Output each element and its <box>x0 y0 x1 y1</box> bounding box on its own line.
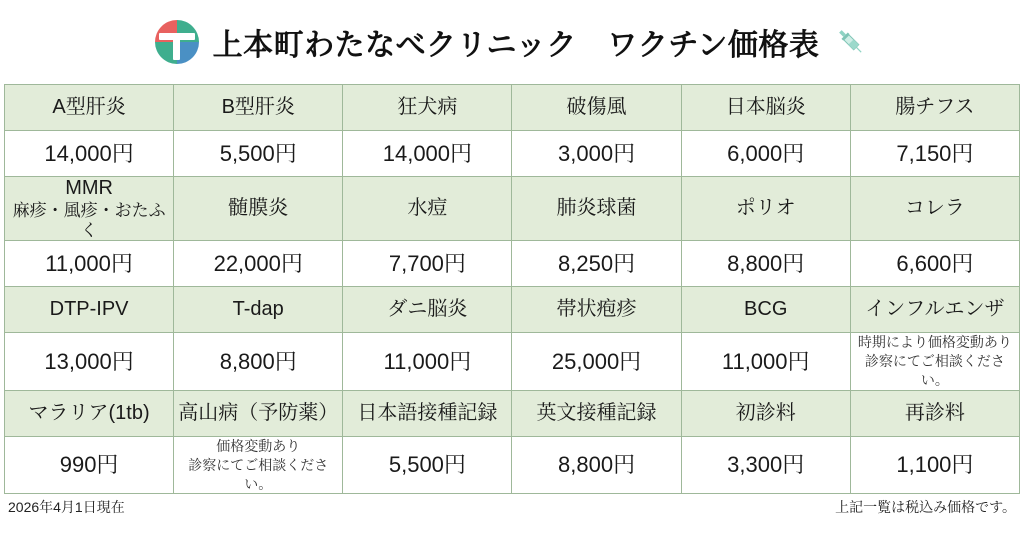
cell-main-text: 14,000円 <box>382 140 473 166</box>
cell-main-text: 肺炎球菌 <box>556 197 637 220</box>
vaccine-name-cell <box>343 287 512 333</box>
cell-main-text: 英文接種記録 <box>536 401 657 424</box>
cell-main-text: 5,500円 <box>219 140 297 166</box>
vaccine-name-cell <box>343 390 512 436</box>
cell-main-text: コレラ <box>904 197 965 220</box>
vaccine-name-cell <box>681 177 850 241</box>
vaccine-name-cell <box>5 287 174 333</box>
vaccine-name-cell <box>5 177 174 241</box>
vaccine-price-cell <box>850 131 1019 177</box>
vaccine-name-cell <box>850 287 1019 333</box>
vaccine-name-cell <box>681 390 850 436</box>
price-note: 価格変動あり 診察にてご相談ください。 <box>188 437 329 492</box>
cell-main-text: 髄膜炎 <box>228 197 289 220</box>
page-title: 上本町わたなべクリニック ワクチン価格表 <box>212 29 820 62</box>
vaccine-price-cell <box>174 241 343 287</box>
cell-main-text: 8,800円 <box>219 348 297 374</box>
price-table-price-row <box>5 131 1020 177</box>
cell-main-text: BCG <box>744 298 788 321</box>
vaccine-price-cell <box>850 436 1019 494</box>
cell-main-text: 3,000円 <box>558 140 636 166</box>
vaccine-name-cell <box>850 390 1019 436</box>
vaccine-name-cell <box>174 390 343 436</box>
footer-date: 2026年4月1日現在 <box>8 499 125 516</box>
cell-main-text: インフルエンザ <box>865 298 1005 321</box>
cell-main-text: ダニ脳炎 <box>387 298 468 321</box>
vaccine-price-cell <box>512 241 681 287</box>
price-table-price-row <box>5 436 1020 494</box>
price-table-category-row <box>5 177 1020 241</box>
vaccine-name-cell <box>512 287 681 333</box>
vaccine-price-cell <box>5 241 174 287</box>
price-table-category-row <box>5 390 1020 436</box>
vaccine-price-cell <box>343 131 512 177</box>
cell-main-text: 22,000円 <box>213 250 303 276</box>
cell-main-text: 再診料 <box>904 401 965 424</box>
vaccine-price-cell <box>681 333 850 391</box>
vaccine-name-cell <box>174 287 343 333</box>
price-table-wrap <box>0 84 1024 494</box>
page-header <box>0 0 1024 84</box>
cell-main-text: MMR <box>65 177 113 199</box>
vaccine-name-cell <box>681 85 850 131</box>
cell-main-text: 13,000円 <box>44 348 134 374</box>
vaccine-name-cell <box>343 85 512 131</box>
vaccine-name-cell <box>681 287 850 333</box>
vaccine-price-cell <box>343 436 512 494</box>
cell-main-text: 6,000円 <box>727 140 805 166</box>
vaccine-price-cell <box>174 333 343 391</box>
vaccine-price-cell <box>512 131 681 177</box>
cell-main-text: 7,700円 <box>388 250 466 276</box>
vaccine-name-cell <box>5 390 174 436</box>
vaccine-price-cell <box>174 131 343 177</box>
cell-main-text: 8,800円 <box>727 250 805 276</box>
vaccine-price-cell <box>850 333 1019 391</box>
vaccine-name-cell <box>5 85 174 131</box>
cell-main-text: 7,150円 <box>896 140 974 166</box>
cell-main-text: 990円 <box>59 452 119 478</box>
cell-main-text: 日本脳炎 <box>725 96 806 118</box>
vaccine-name-cell <box>174 85 343 131</box>
cell-main-text: 8,250円 <box>558 250 636 276</box>
vaccine-price-cell <box>512 333 681 391</box>
vaccine-name-cell <box>512 177 681 241</box>
vaccine-price-cell <box>343 333 512 391</box>
vaccine-price-cell <box>512 436 681 494</box>
price-table <box>4 84 1020 494</box>
price-table-body <box>5 85 1020 494</box>
vaccine-price-cell <box>343 241 512 287</box>
vaccine-name-cell <box>343 177 512 241</box>
cell-main-text: 11,000円 <box>383 348 472 374</box>
cell-main-text: 初診料 <box>735 401 796 424</box>
cell-main-text: B型肝炎 <box>221 96 295 118</box>
vaccine-price-cell <box>681 241 850 287</box>
cell-main-text: A型肝炎 <box>52 96 126 118</box>
price-table-price-row <box>5 333 1020 391</box>
price-note: 時期により価格変動あり 診察にてご相談ください。 <box>857 334 1012 388</box>
clinic-logo-icon <box>155 20 199 64</box>
footer-tax-note: 上記一覧は税込み価格です。 <box>835 499 1016 516</box>
vaccine-name-cell <box>512 85 681 131</box>
cell-main-text: マラリア(1tb) <box>28 401 150 424</box>
vaccine-price-cell <box>174 436 343 494</box>
cell-main-text: T-dap <box>232 298 284 321</box>
vaccine-price-cell <box>5 333 174 391</box>
clinic-logo-t-stem <box>173 33 180 60</box>
cell-main-text: 帯状疱疹 <box>556 298 637 321</box>
cell-main-text: 高山病（予防薬） <box>178 401 339 424</box>
vaccine-price-cell <box>5 436 174 494</box>
cell-main-text: 14,000円 <box>44 140 134 166</box>
cell-main-text: 25,000円 <box>551 348 642 374</box>
cell-main-text: 5,500円 <box>388 452 466 478</box>
vaccine-price-cell <box>5 131 174 177</box>
vaccine-price-cell <box>681 436 850 494</box>
page-footer <box>0 494 1024 517</box>
cell-main-text: 破傷風 <box>566 96 627 118</box>
price-table-category-row <box>5 287 1020 333</box>
vaccine-name-cell <box>850 177 1019 241</box>
price-table-price-row <box>5 241 1020 287</box>
cell-main-text: 11,000円 <box>721 348 810 374</box>
price-table-category-row <box>5 85 1020 131</box>
vaccine-name-cell <box>174 177 343 241</box>
cell-main-text: 6,600円 <box>896 250 974 276</box>
syringe-icon <box>833 24 869 60</box>
cell-main-text: 狂犬病 <box>397 96 458 118</box>
vaccine-name-cell <box>512 390 681 436</box>
cell-main-text: ポリオ <box>735 197 796 220</box>
cell-main-text: 3,300円 <box>727 452 805 478</box>
vaccine-price-cell <box>850 241 1019 287</box>
vaccine-price-cell <box>681 131 850 177</box>
cell-main-text: 腸チフス <box>895 96 975 118</box>
vaccine-name-cell <box>850 85 1019 131</box>
cell-sub-text: 麻疹・風疹・おたふく <box>12 201 166 240</box>
cell-main-text: 1,100円 <box>896 452 974 478</box>
cell-main-text: 8,800円 <box>558 452 636 478</box>
cell-main-text: 日本語接種記録 <box>357 401 498 424</box>
cell-main-text: 水痘 <box>407 197 448 220</box>
cell-main-text: DTP-IPV <box>49 298 129 321</box>
cell-main-text: 11,000円 <box>45 250 133 276</box>
